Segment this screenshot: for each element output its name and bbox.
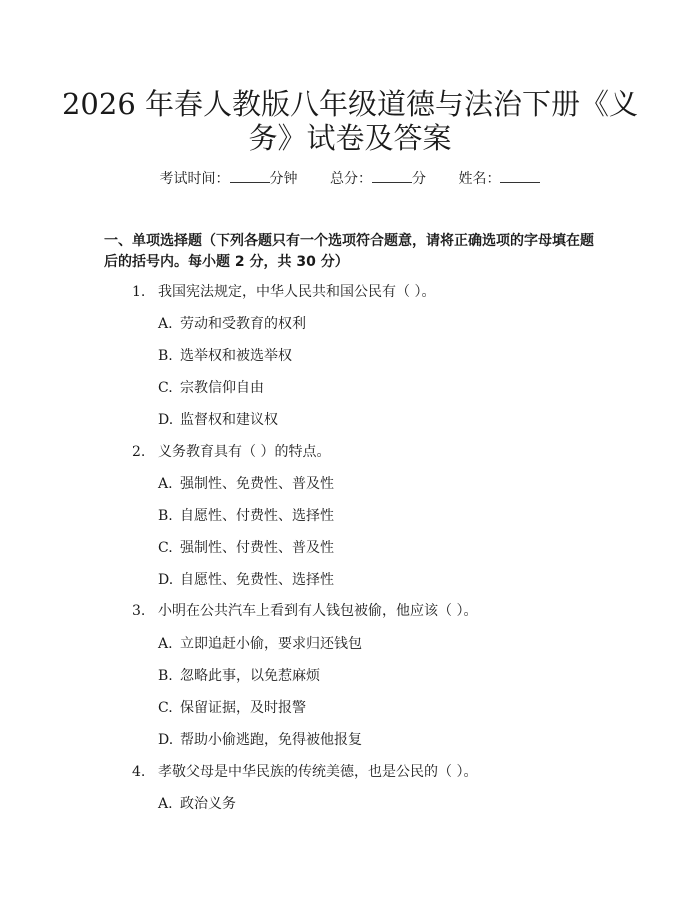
option-text: 忽略此事，以免惹麻烦 — [180, 668, 320, 684]
option-letter: C. — [158, 380, 173, 396]
question-2-option-c[interactable] — [158, 538, 334, 558]
option-letter: A. — [158, 796, 173, 812]
question-2-option-d[interactable] — [158, 570, 334, 590]
question-number: 4. — [132, 764, 146, 780]
question-number: 2. — [132, 444, 146, 460]
exam-time-blank[interactable] — [230, 170, 270, 183]
option-letter: A. — [158, 636, 173, 652]
option-text: 政治义务 — [180, 796, 236, 812]
question-number: 3. — [132, 603, 146, 619]
exam-time-unit: 分钟 — [269, 171, 298, 187]
question-3-option-b[interactable] — [158, 666, 320, 686]
option-text: 强制性、免费性、普及性 — [180, 476, 334, 492]
question-text: 孝敬父母是中华民族的传统美德，也是公民的（ ）。 — [158, 764, 478, 780]
option-letter: B. — [158, 348, 173, 364]
option-text: 立即追赶小偷，要求归还钱包 — [180, 636, 362, 652]
question-3-option-c[interactable] — [158, 698, 306, 718]
option-letter: A. — [158, 316, 173, 332]
question-text: 我国宪法规定，中华人民共和国公民有（ ）。 — [158, 284, 436, 300]
exam-score-label: 总分： — [330, 171, 372, 187]
exam-time — [160, 168, 298, 188]
option-letter: D. — [158, 572, 174, 588]
option-text: 劳动和受教育的权利 — [180, 316, 306, 332]
option-letter: C. — [158, 540, 173, 556]
student-name-blank[interactable] — [500, 170, 540, 183]
question-3-option-d[interactable] — [158, 730, 362, 750]
section-1-heading-line-2: 后的括号内。每小题 2 分，共 30 分） — [104, 254, 349, 270]
option-text: 自愿性、免费性、选择性 — [180, 572, 334, 588]
option-text: 保留证据，及时报警 — [180, 700, 306, 716]
option-letter: D. — [158, 412, 174, 428]
question-number: 1. — [132, 284, 146, 300]
option-text: 帮助小偷逃跑，免得被他报复 — [180, 732, 362, 748]
option-text: 宗教信仰自由 — [180, 380, 264, 396]
option-text: 自愿性、付费性、选择性 — [180, 508, 334, 524]
option-letter: C. — [158, 700, 173, 716]
exam-title-line-1: 2026 年春人教版八年级道德与法治下册《义 — [61, 87, 639, 121]
exam-time-label: 考试时间： — [159, 171, 230, 187]
question-1 — [132, 282, 435, 302]
exam-score — [330, 168, 426, 188]
question-1-option-a[interactable] — [158, 314, 306, 334]
exam-score-unit: 分 — [412, 171, 426, 187]
exam-meta — [0, 168, 700, 188]
student-name — [458, 168, 540, 188]
question-text: 义务教育具有（ ）的特点。 — [158, 444, 331, 460]
question-4 — [132, 762, 477, 782]
question-2 — [132, 442, 330, 462]
option-letter: A. — [158, 476, 173, 492]
exam-score-blank[interactable] — [372, 170, 412, 183]
question-2-option-b[interactable] — [158, 506, 334, 526]
question-1-option-b[interactable] — [158, 346, 292, 366]
student-name-label: 姓名： — [458, 171, 501, 187]
question-2-option-a[interactable] — [158, 474, 334, 494]
question-3 — [132, 601, 477, 621]
question-1-option-d[interactable] — [158, 410, 278, 430]
option-letter: D. — [158, 732, 174, 748]
question-1-option-c[interactable] — [158, 378, 264, 398]
question-3-option-a[interactable] — [158, 634, 362, 654]
option-letter: B. — [158, 668, 173, 684]
exam-title-line-2: 务》试卷及答案 — [248, 121, 452, 155]
option-letter: B. — [158, 508, 173, 524]
question-4-option-a[interactable] — [158, 794, 236, 814]
option-text: 选举权和被选举权 — [180, 348, 292, 364]
option-text: 监督权和建议权 — [180, 412, 278, 428]
question-text: 小明在公共汽车上看到有人钱包被偷，他应该（ ）。 — [158, 603, 478, 619]
option-text: 强制性、付费性、普及性 — [180, 540, 334, 556]
section-1-heading-line-1: 一、单项选择题（下列各题只有一个选项符合题意，请将正确选项的字母填在题 — [104, 233, 594, 249]
